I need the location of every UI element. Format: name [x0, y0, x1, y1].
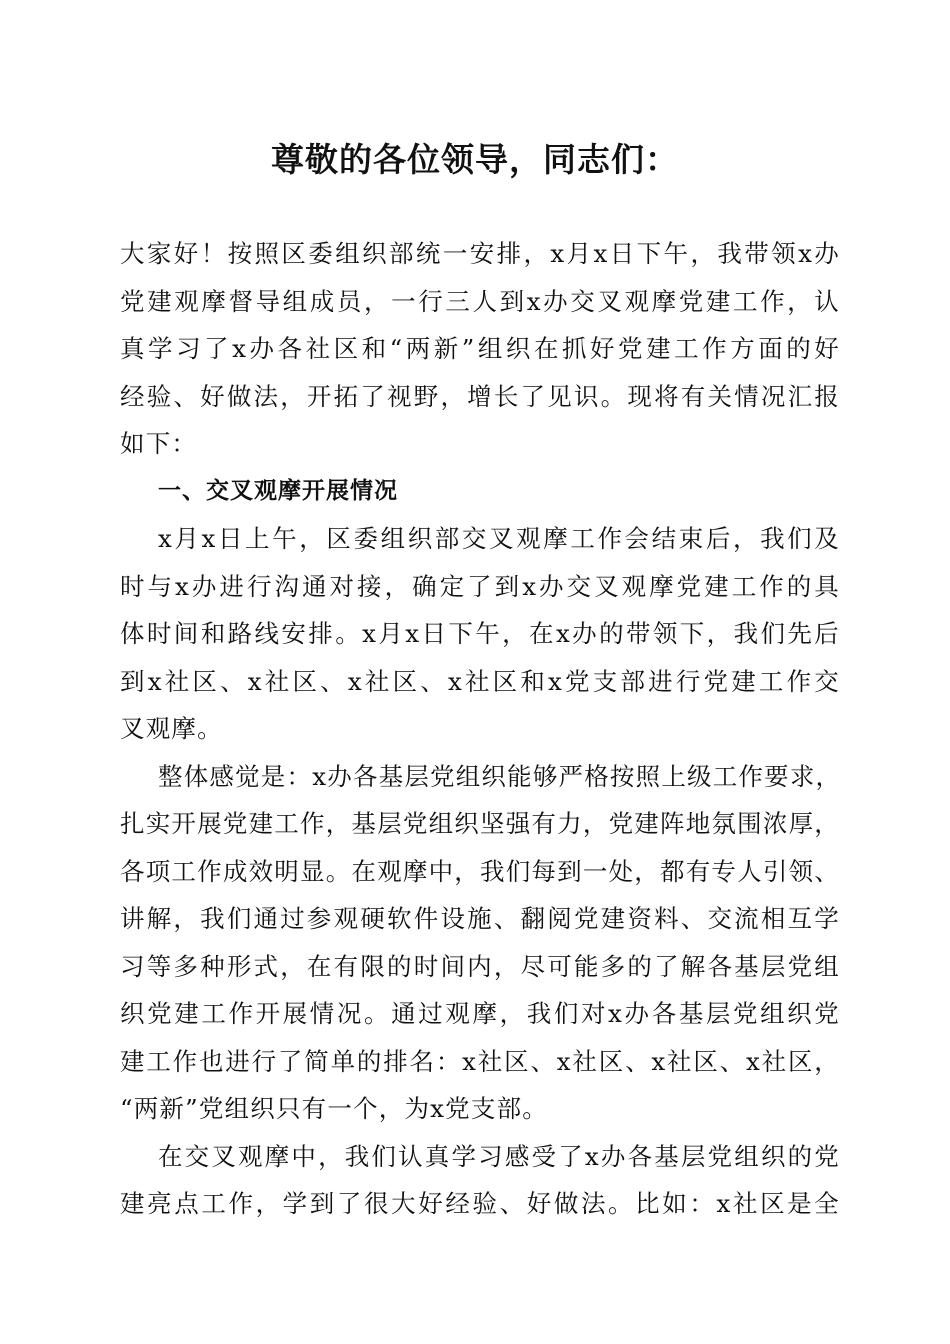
document-body — [120, 230, 840, 1228]
paragraph-highlights — [120, 1133, 840, 1228]
text-line: 习等多种形式，在有限的时间内，尽可能多的了解各基层党组 — [120, 951, 840, 981]
text-line: 讲解，我们通过参观硬软件设施、翻阅党建资料、交流相互学 — [120, 904, 840, 933]
text-line: 党建观摩督导组成员，一行三人到x办交叉观摩党建工作，认 — [120, 286, 840, 316]
paragraph-impression — [120, 753, 840, 1133]
text-line: 扎实开展党建工作，基层党组织坚强有力，党建阵地氛围浓厚， — [120, 809, 840, 838]
text-line: 建工作也进行了简单的排名：x社区、x社区、x社区、x社区， — [120, 1046, 840, 1076]
text-line: 时与x办进行沟通对接，确定了到x办交叉观摩党建工作的具 — [120, 571, 840, 601]
text-line: 到x社区、x社区、x社区、x社区和x党支部进行党建工作交 — [120, 666, 840, 696]
text-line: “两新”党组织只有一个，为x党支部。 — [120, 1094, 548, 1123]
text-line: 各项工作成效明显。在观摩中，我们每到一处，都有专人引领、 — [120, 856, 840, 886]
page-title: 尊敬的各位领导，同志们： — [271, 140, 679, 179]
text-line: 整体感觉是：x办各基层党组织能够严格按照上级工作要求， — [158, 761, 842, 791]
paragraph-intro — [120, 230, 840, 468]
text-line: 叉观摩。 — [120, 714, 223, 743]
section-heading: 一、交叉观摩开展情况 — [158, 477, 398, 504]
text-line: 织党建工作开展情况。通过观摩，我们对x办各基层党组织党 — [120, 999, 840, 1028]
paragraph-schedule — [120, 515, 840, 753]
text-line: 真学习了x办各社区和“两新”组织在抓好党建工作方面的好 — [120, 334, 840, 363]
text-line: 在交叉观摩中，我们认真学习感受了x办各基层党组织的党 — [158, 1141, 840, 1171]
text-line: 如下： — [120, 429, 198, 458]
text-line: 体时间和路线安排。x月x日下午，在x办的带领下，我们先后 — [120, 619, 840, 648]
text-line: 经验、好做法，开拓了视野，增长了见识。现将有关情况汇报 — [120, 381, 840, 411]
text-line: 大家好！按照区委组织部统一安排，x月x日下午，我带领x办 — [120, 239, 840, 268]
text-line: 建亮点工作，学到了很大好经验、好做法。比如：x社区是全 — [120, 1189, 840, 1218]
text-line: x月x日上午，区委组织部交叉观摩工作会结束后，我们及 — [158, 524, 840, 553]
